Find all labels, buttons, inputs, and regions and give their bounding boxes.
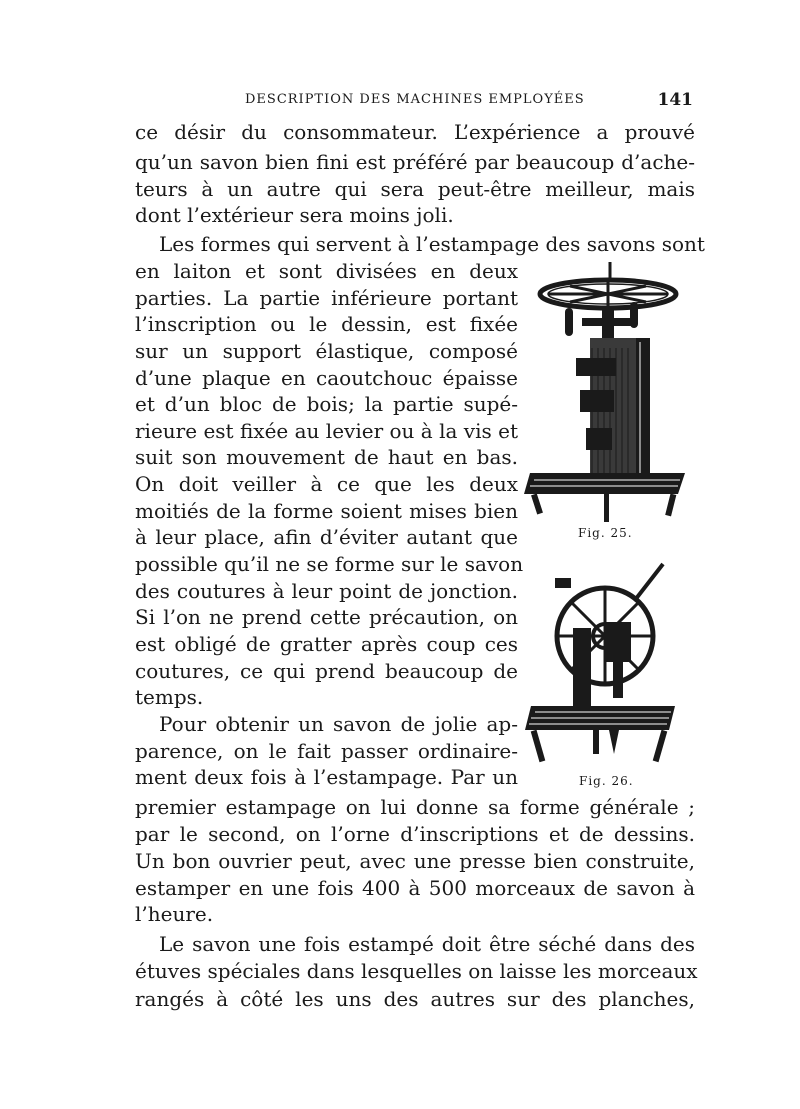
text-line: parties. La partie inférieure portant bbox=[135, 286, 518, 310]
text-line: et d’un bloc de bois; la partie supé- bbox=[135, 392, 518, 416]
text-line: est obligé de gratter après coup ces bbox=[135, 632, 518, 656]
screw-press-illustration bbox=[520, 258, 688, 526]
figure-25-screw-press bbox=[520, 258, 688, 540]
text-line: ce désir du consommateur. L’expérience a prouvé bbox=[135, 120, 695, 144]
text-line: moitiés de la forme soient mises bien bbox=[135, 499, 518, 523]
text-line: temps. bbox=[135, 685, 204, 709]
text-line: Un bon ouvrier peut, avec une presse bien construite, bbox=[135, 849, 695, 873]
text-line: teurs à un autre qui sera peut-être meilleur, mais bbox=[135, 177, 695, 201]
text-line: sur un support élastique, composé bbox=[135, 339, 518, 363]
text-line: estamper en une fois 400 à 500 morceaux de savon à bbox=[135, 876, 695, 900]
text-line: l’inscription ou le dessin, est fixée bbox=[135, 312, 518, 336]
text-line: rangés à côté les uns des autres sur des planches, bbox=[135, 987, 695, 1011]
page-number: 141 bbox=[657, 90, 693, 110]
text-line: possible qu’il ne se forme sur le savon bbox=[135, 552, 524, 576]
text-line: l’heure. bbox=[135, 902, 214, 926]
figure-26-caption: Fig. 26. bbox=[579, 774, 634, 788]
text-line: des coutures à leur point de jonction. bbox=[135, 579, 518, 603]
text-line: rieure est fixée au levier ou à la vis et bbox=[135, 419, 518, 443]
text-line: Le savon une fois estampé doit être séché dans des bbox=[159, 932, 695, 956]
text-line: suit son mouvement de haut en bas. bbox=[135, 445, 518, 469]
text-line: Si l’on ne prend cette précaution, on bbox=[135, 605, 518, 629]
figure-25-caption: Fig. 25. bbox=[578, 526, 633, 540]
wheel-press-illustration bbox=[525, 558, 675, 768]
page-header bbox=[135, 90, 695, 114]
text-line: étuves spéciales dans lesquelles on laisse les morceaux bbox=[135, 959, 698, 983]
text-line: Les formes qui servent à l’estampage des savons sont bbox=[159, 232, 705, 256]
figure-26-wheel-press bbox=[525, 558, 675, 788]
text-line: par le second, on l’orne d’inscriptions et de dessins. bbox=[135, 822, 695, 846]
running-title: DESCRIPTION DES MACHINES EMPLOYÉES bbox=[245, 92, 585, 107]
text-line: à leur place, afin d’éviter autant que bbox=[135, 525, 518, 549]
text-line: ment deux fois à l’estampage. Par un bbox=[135, 765, 518, 789]
text-line: Pour obtenir un savon de jolie ap- bbox=[159, 712, 518, 736]
text-line: On doit veiller à ce que les deux bbox=[135, 472, 518, 496]
text-line: coutures, ce qui prend beaucoup de bbox=[135, 659, 518, 683]
text-line: dont l’extérieur sera moins joli. bbox=[135, 203, 454, 227]
text-line: en laiton et sont divisées en deux bbox=[135, 259, 518, 283]
text-line: premier estampage on lui donne sa forme générale ; bbox=[135, 795, 695, 819]
text-line: qu’un savon bien fini est préféré par beaucoup d’ache- bbox=[135, 150, 695, 174]
text-line: d’une plaque en caoutchouc épaisse bbox=[135, 366, 518, 390]
text-line: parence, on le fait passer ordinaire- bbox=[135, 739, 518, 763]
